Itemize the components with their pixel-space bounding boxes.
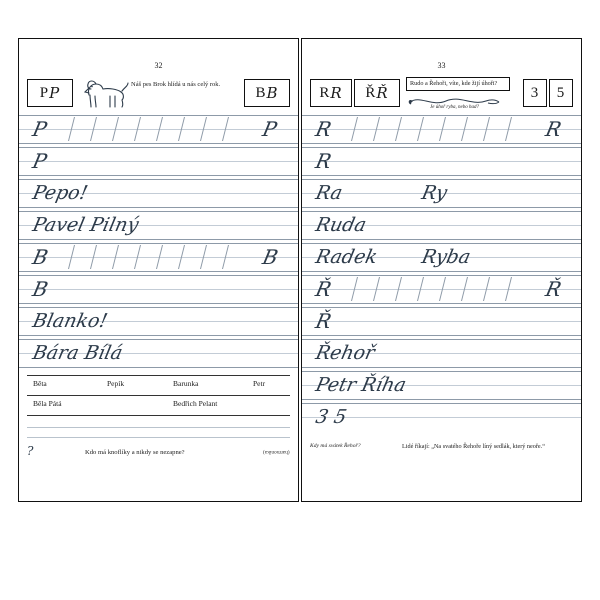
riddle-answer-inverted: (harmonika) bbox=[263, 449, 290, 455]
hw-glyph: P bbox=[30, 117, 50, 141]
letter-cursive-b: B bbox=[266, 84, 279, 102]
left-ruled-area bbox=[19, 115, 298, 375]
writing-line bbox=[19, 179, 298, 207]
dog-icon bbox=[79, 77, 129, 109]
left-page-number: 32 bbox=[154, 61, 163, 70]
number-print-3: 3 bbox=[530, 84, 540, 101]
slash-guides bbox=[302, 115, 581, 143]
hw-word: Petr Říha bbox=[313, 374, 409, 396]
name-cell: Bedřich Pelant bbox=[173, 399, 218, 408]
hw-glyph: Ř bbox=[313, 277, 334, 301]
slash-guides bbox=[302, 275, 581, 303]
name-cell: Barunka bbox=[173, 379, 199, 388]
divider bbox=[27, 395, 290, 396]
hw-numbers: 3 5 bbox=[313, 406, 349, 428]
name-cell: Běla Pátá bbox=[33, 399, 62, 408]
writing-line bbox=[302, 147, 581, 175]
writing-line bbox=[19, 339, 298, 367]
hw-glyph: B bbox=[260, 245, 281, 269]
writing-line bbox=[19, 115, 298, 143]
divider bbox=[27, 375, 290, 376]
divider bbox=[27, 415, 290, 416]
number-box-5 bbox=[549, 79, 573, 107]
letter-cursive-r: R bbox=[330, 84, 343, 102]
hw-word: Radek bbox=[313, 246, 380, 268]
hw-glyph: P bbox=[260, 117, 280, 141]
hw-word: Řehoř bbox=[313, 342, 377, 364]
number-print-5: 5 bbox=[556, 84, 566, 101]
hw-glyph: B bbox=[30, 277, 51, 301]
letter-box-p bbox=[27, 79, 73, 107]
hw-word: Ryba bbox=[419, 246, 473, 268]
hw-word: Pavel Pilný bbox=[30, 214, 141, 236]
writing-line bbox=[302, 275, 581, 303]
letter-print-b: B bbox=[255, 84, 267, 101]
right-riddle: Rudo a Řehoři, víte, kde žijí úhoři? bbox=[406, 77, 510, 91]
divider-light bbox=[27, 427, 290, 428]
writing-line bbox=[302, 403, 581, 431]
letter-cursive-r-caron: Ř bbox=[376, 84, 389, 102]
hw-glyph: R bbox=[313, 117, 334, 141]
name-cell: Petr bbox=[253, 379, 266, 388]
hw-word: Blanko! bbox=[30, 310, 110, 332]
letter-print-r: R bbox=[319, 84, 331, 101]
hw-word: Ry bbox=[419, 182, 450, 204]
divider-light bbox=[27, 437, 290, 438]
left-page bbox=[18, 38, 299, 502]
writing-line bbox=[302, 307, 581, 335]
hw-word: Pepo! bbox=[30, 182, 90, 204]
right-ruled-area bbox=[302, 115, 581, 428]
writing-line bbox=[302, 243, 581, 271]
right-header bbox=[310, 77, 573, 111]
letter-box-b bbox=[244, 79, 290, 107]
letter-cursive-p: P bbox=[49, 84, 61, 102]
writing-line bbox=[19, 307, 298, 335]
riddle-question: Kdo má knoflíky a nikdy se nezapne? bbox=[85, 449, 185, 456]
writing-line bbox=[302, 339, 581, 367]
hw-glyph: Ř bbox=[543, 277, 564, 301]
hw-word: Ruda bbox=[313, 214, 369, 236]
left-caption: Náš pes Brok hlídá u nás celý rok. bbox=[131, 81, 221, 88]
writing-line bbox=[302, 371, 581, 399]
spread bbox=[18, 38, 582, 502]
name-cell: Pepík bbox=[107, 379, 125, 388]
name-cell: Běta bbox=[33, 379, 47, 388]
footer-label: Kdy má svátek Řehoř? bbox=[310, 443, 361, 449]
letter-print-p: P bbox=[39, 84, 50, 101]
hw-glyph: P bbox=[30, 149, 50, 173]
right-page-number: 33 bbox=[437, 61, 446, 70]
number-box-3 bbox=[523, 79, 547, 107]
footer-saying: Lidé říkají: „Na svatého Řehoře líný sedlák, který neoře.“ bbox=[402, 443, 545, 450]
hw-glyph: R bbox=[543, 117, 564, 141]
writing-line bbox=[19, 211, 298, 239]
writing-line bbox=[19, 243, 298, 271]
hw-word: Ra bbox=[313, 182, 345, 204]
left-header bbox=[27, 77, 290, 111]
question-mark-glyph: ? bbox=[27, 444, 34, 458]
writing-line bbox=[302, 179, 581, 207]
writing-line bbox=[302, 211, 581, 239]
hw-glyph: R bbox=[313, 149, 334, 173]
letter-box-r-caron bbox=[354, 79, 400, 107]
writing-line bbox=[19, 147, 298, 175]
slash-guides bbox=[19, 115, 298, 143]
hw-word: Bára Bílá bbox=[30, 342, 125, 364]
hw-glyph: B bbox=[30, 245, 51, 269]
writing-line bbox=[302, 115, 581, 143]
riddle-note: Je úhoř ryba, nebo had? bbox=[430, 105, 480, 110]
letter-print-r-caron: Ř bbox=[365, 84, 377, 101]
right-page bbox=[301, 38, 582, 502]
slash-guides bbox=[19, 243, 298, 271]
letter-box-r bbox=[310, 79, 352, 107]
writing-line bbox=[19, 275, 298, 303]
hw-glyph: Ř bbox=[313, 309, 334, 333]
